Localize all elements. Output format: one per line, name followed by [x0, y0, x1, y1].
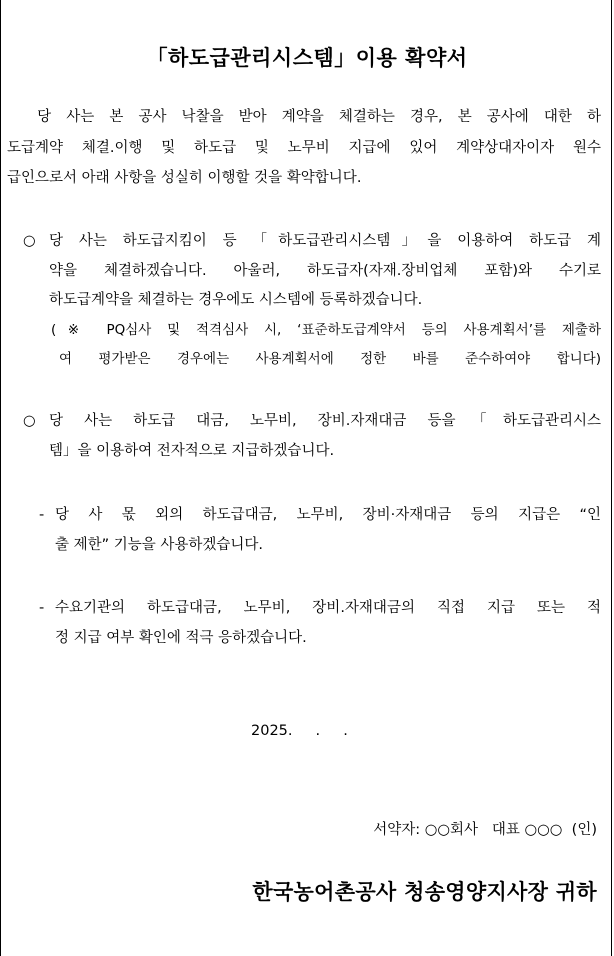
pledge-note — [23, 316, 601, 375]
subitem-line: 출 제한” 기능을 사용하겠습니다. — [55, 536, 264, 553]
item-line: 약을 체결하겠습니다. 아울러, 하도급자(자재.장비업체 포함)와 수기로 — [49, 262, 601, 279]
intro-line: 급인으로서 아래 사항을 성실히 이행할 것을 확약합니다. — [7, 170, 362, 186]
subitem-line-text: 당 사 몫 외의 하도급대금, 노무비, 장비·자재대금 등의 지급은 “인 — [55, 507, 601, 523]
pledge-subitem-2 — [39, 594, 601, 653]
pledge-item-2 — [23, 407, 601, 466]
subitem-line — [39, 594, 601, 624]
subitem-line: 정 지급 여부 확인에 적극 응하겠습니다. — [55, 629, 307, 646]
circle-bullet-icon: ○ — [23, 233, 36, 249]
circle-bullet-icon: ○ — [23, 413, 36, 429]
item-line-text: 당 사는 하도급지킴이 등 「하도급관리시스템」을 이용하여 하도급 계 — [49, 233, 601, 249]
item-line — [23, 227, 601, 257]
intro-line: 도급계약 체결.이행 및 하도급 및 노무비 지급에 있어 계약상대자이자 원수 — [7, 139, 601, 156]
pledge-date: 2025. . . — [251, 723, 348, 739]
item-line-text: 당 사는 하도급 대금, 노무비, 장비.자재대금 등을「하도급관리시스 — [49, 413, 601, 429]
item-line: 템」을 이용하여 전자적으로 지급하겠습니다. — [49, 442, 335, 459]
document-title: 「하도급관리시스템」이용 확약서 — [146, 46, 468, 70]
pledge-item-1 — [23, 227, 601, 375]
item-line — [23, 407, 601, 437]
item-line: 하도급계약을 체결하는 경우에도 시스템에 등록하겠습니다. — [49, 292, 423, 308]
note-line: 여 평가받은 경우에는 사용계획서에 정한 바를 준수하여야 합니다) — [59, 351, 601, 367]
intro-paragraph — [7, 102, 601, 194]
subitem-line — [39, 501, 601, 531]
dash-bullet-icon: - — [39, 507, 45, 523]
dash-bullet-icon: - — [39, 600, 45, 616]
pledge-subitem-1 — [39, 501, 601, 560]
note-line: (※ PQ심사 및 적격심사 시, ‘표준하도급계약서 등의 사용계획서’를 제출하 — [51, 321, 601, 338]
intro-line: 당 사는 본 공사 낙찰을 받아 계약을 체결하는 경우, 본 공사에 대한 하 — [7, 109, 601, 125]
signer-line: 서약자: ○○회사 대표 ○○○ (인) — [373, 822, 597, 838]
addressee: 한국농어촌공사 청송영양지사장 귀하 — [252, 880, 597, 904]
subitem-line-text: 수요기관의 하도급대금, 노무비, 장비.자재대금의 직접 지급 또는 적 — [55, 600, 601, 616]
